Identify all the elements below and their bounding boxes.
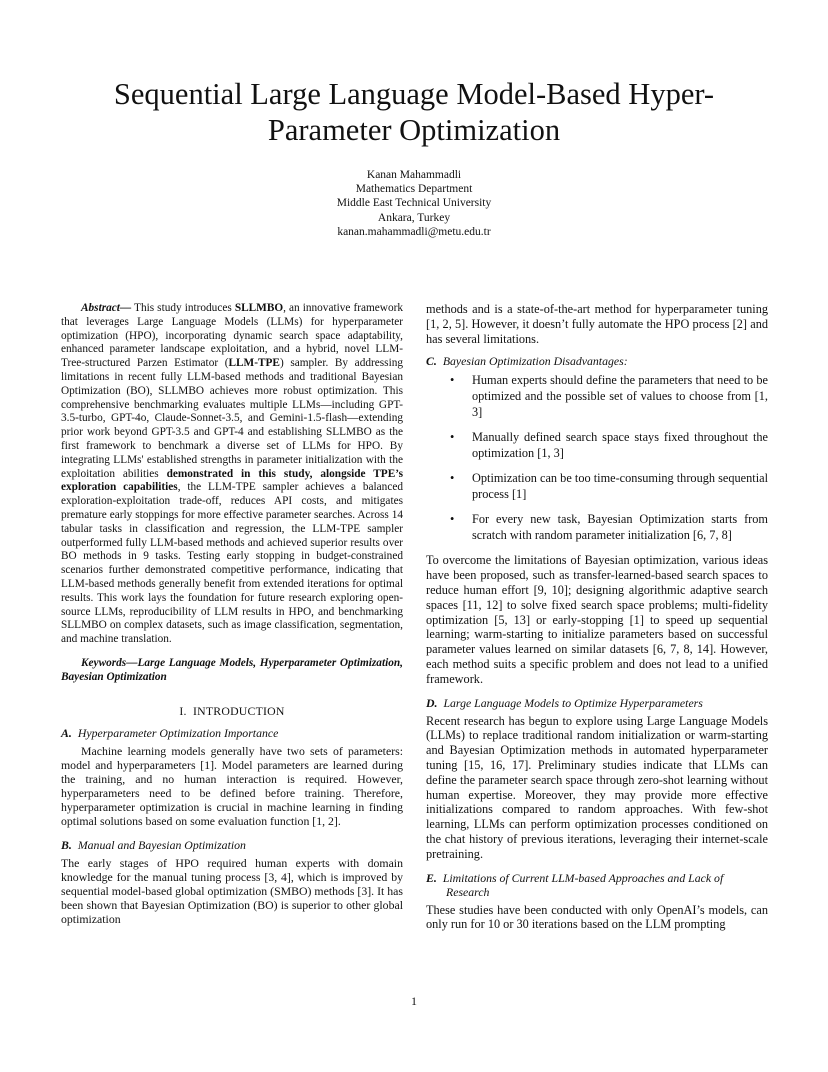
page-number: 1 bbox=[411, 994, 417, 1008]
list-item bbox=[426, 372, 768, 420]
paragraph-manual-bayesian-continued: methods and is a state-of-the-art method for hyperparameter tuning [1, 2, 5]. However, it doesn’t fully automate the HPO process [2] and has several limitations. bbox=[426, 302, 768, 346]
list-item-text: Optimization can be too time-consuming through sequential process [1] bbox=[472, 471, 768, 502]
paragraph-llm-optimize: Recent research has begun to explore using Large Language Models (LLMs) to replace traditional random initialization or warm-starting and Bayesian Optimization methods in automated hyperparameter tuning [15, 16, 17]. Preliminary studies indicate that LLMs can define the parameter search space through zero-shot learning without human expertise. Moreover, they may provide more effective initializations compared to random approaches. With few-shot learning, LLMs can perform optimization processes conditioned on the chat history of previous iterations, leveraging their internet-scale pretraining. bbox=[426, 713, 768, 861]
subsection-heading-a bbox=[61, 726, 403, 740]
author-location: Ankara, Turkey bbox=[377, 211, 451, 224]
section-title-first-letter: I bbox=[193, 703, 198, 718]
author-block bbox=[0, 168, 828, 239]
left-column bbox=[61, 302, 403, 926]
abstract bbox=[61, 302, 403, 647]
subsection-heading-c bbox=[426, 354, 768, 368]
list-item bbox=[426, 429, 768, 461]
abstract-bold-3: demonstrated in this study, alongside TPE’s exploration capabilities bbox=[61, 467, 403, 494]
bullet-icon: • bbox=[450, 430, 455, 445]
paragraph-overcome-limitations: To overcome the limitations of Bayesian optimization, various ideas have been proposed, such as transfer-learned-based search spaces to reduce human effort [9, 10]; designing algorithmic adaptive search spaces [11, 12] to solve fixed search space problems; multi-fidelity optimization [5, 13] or early-stopping [1] to speed up sequential learning; warm-starting to initialize parameters based on successful parameter values learned on similar datasets [6, 7, 8, 14]. However, each method suits a specific problem and does not lead to a unified framework. bbox=[426, 553, 768, 686]
bullet-icon: • bbox=[450, 373, 455, 388]
subsection-heading-b bbox=[61, 838, 403, 852]
abstract-bold-2: LLM-TPE bbox=[228, 357, 280, 370]
paragraph-hpo-importance: Machine learning models generally have two sets of parameters: model and hyperparameters [1]. Model parameters are learned during the training, and no human interaction is required. However, hyperparameters need to be defined before training. Therefore, hyperparameter optimization is crucial in machine learning in finding optimal solutions based on some evaluation function [1, 2]. bbox=[61, 743, 403, 828]
abstract-label: Abstract— bbox=[81, 302, 132, 314]
section-title-rest: NTRODUCTION bbox=[197, 703, 285, 718]
list-item bbox=[426, 470, 768, 502]
author-email: kanan.mahammadli@metu.edu.tr bbox=[337, 225, 491, 238]
bullet-icon: • bbox=[450, 471, 455, 486]
author-name: Kanan Mahammadli bbox=[366, 169, 462, 181]
list-item-text: Human experts should define the parameters that need to be optimized and the possible set of values to choose from [1, 3] bbox=[472, 373, 768, 420]
list-item-text: For every new task, Bayesian Optimization starts from scratch with random parameter initialization [6, 7, 8] bbox=[472, 512, 768, 543]
abstract-text-2: , an innovative framework that leverages Large Language Models (LLMs) for hyperparameter optimization (HPO), incorporating dynamic search space adaptability, enhanced parameter landscape exploitation, and a hybrid, novel LLM-Tree-structured Parzen Estimator ( bbox=[61, 302, 404, 370]
list-item-text: Manually defined search space stays fixed throughout the optimization [1, 3] bbox=[472, 430, 768, 461]
author-department: Mathematics Department bbox=[355, 183, 473, 196]
list-item bbox=[426, 511, 768, 543]
right-column bbox=[426, 302, 768, 932]
subsection-label: A. bbox=[61, 725, 72, 740]
bullet-icon: • bbox=[450, 512, 455, 527]
paper-title: Sequential Large Language Model-Based Hyper-Parameter Optimization bbox=[113, 77, 715, 147]
bo-disadvantages-list bbox=[426, 372, 768, 543]
subsection-heading-d bbox=[426, 696, 768, 710]
section-numeral: I. bbox=[179, 703, 187, 718]
subsection-title: Manual and Bayesian Optimization bbox=[77, 837, 246, 852]
subsection-title: Large Language Models to Optimize Hyperparameters bbox=[443, 695, 703, 710]
subsection-label: D. bbox=[426, 695, 438, 710]
subsection-title: Limitations of Current LLM-based Approaches and Lack of Research bbox=[442, 870, 724, 899]
subsection-title: Hyperparameter Optimization Importance bbox=[77, 725, 279, 740]
paragraph-manual-bayesian: The early stages of HPO required human experts with domain knowledge for the manual tuning process [3, 4], which is improved by sequential model-based global optimization (SMBO) methods [3]. It has been shown that Bayesian Optimization (BO) is superior to other global optimization bbox=[61, 855, 403, 926]
abstract-text-1: This study introduces bbox=[131, 302, 235, 314]
abstract-text-3: ) sampler. By addressing limitations in recent fully LLM-based methods and traditional Bayesian Optimization (BO), SLLMBO achieves more robust optimization. This comprehensive benchmarking evaluates multiple LLMs—including GPT-3.5-turbo, GPT-4o, Claude-Sonnet-3.5, and Gemini-1.5-flash—extending prior work beyond GPT-3.5 and GPT-4 and establishing SLLMBO as the first framework to benchmark a diverse set of LLMs for HPO. By integrating LLMs' established strengths in parameter initialization with the exploitation abilities bbox=[61, 357, 403, 480]
section-heading-introduction bbox=[61, 704, 403, 718]
paragraph-limitations: These studies have been conducted with only OpenAI’s models, can only run for 10 or 30 iterations based on the LLM prompting bbox=[426, 902, 768, 932]
subsection-heading-e bbox=[426, 871, 768, 899]
author-university: Middle East Technical University bbox=[336, 197, 492, 210]
keywords: Keywords—Large Language Models, Hyperparameter Optimization, Bayesian Optimization bbox=[61, 656, 403, 683]
abstract-text-4: , the LLM-TPE sampler achieves a balanced exploration-exploitation trade-off, reduces API costs, and mitigates premature early stoppings for more effective parameter searches. Across 14 tabular tasks in classification and regression, the LLM-TPE sampler outperformed fully LLM-based methods and achieved superior results over BO methods in 9 tasks. Testing early stopping in budget-constrained scenarios further demonstrated competitive performance, indicating that LLM-based methods generally benefit from extended iterations for optimal results. This work lays the foundation for future research exploring open-source LLMs, reproducibility of LLM results in HPO, and benchmarking SLLMBO on complex datasets, such as image classification, segmentation, and machine translation. bbox=[61, 481, 403, 646]
subsection-title: Bayesian Optimization Disadvantages: bbox=[442, 354, 628, 369]
subsection-label: B. bbox=[61, 837, 72, 852]
subsection-label: C. bbox=[426, 354, 437, 369]
abstract-bold-1: SLLMBO bbox=[234, 302, 284, 314]
subsection-label: E. bbox=[426, 870, 437, 885]
